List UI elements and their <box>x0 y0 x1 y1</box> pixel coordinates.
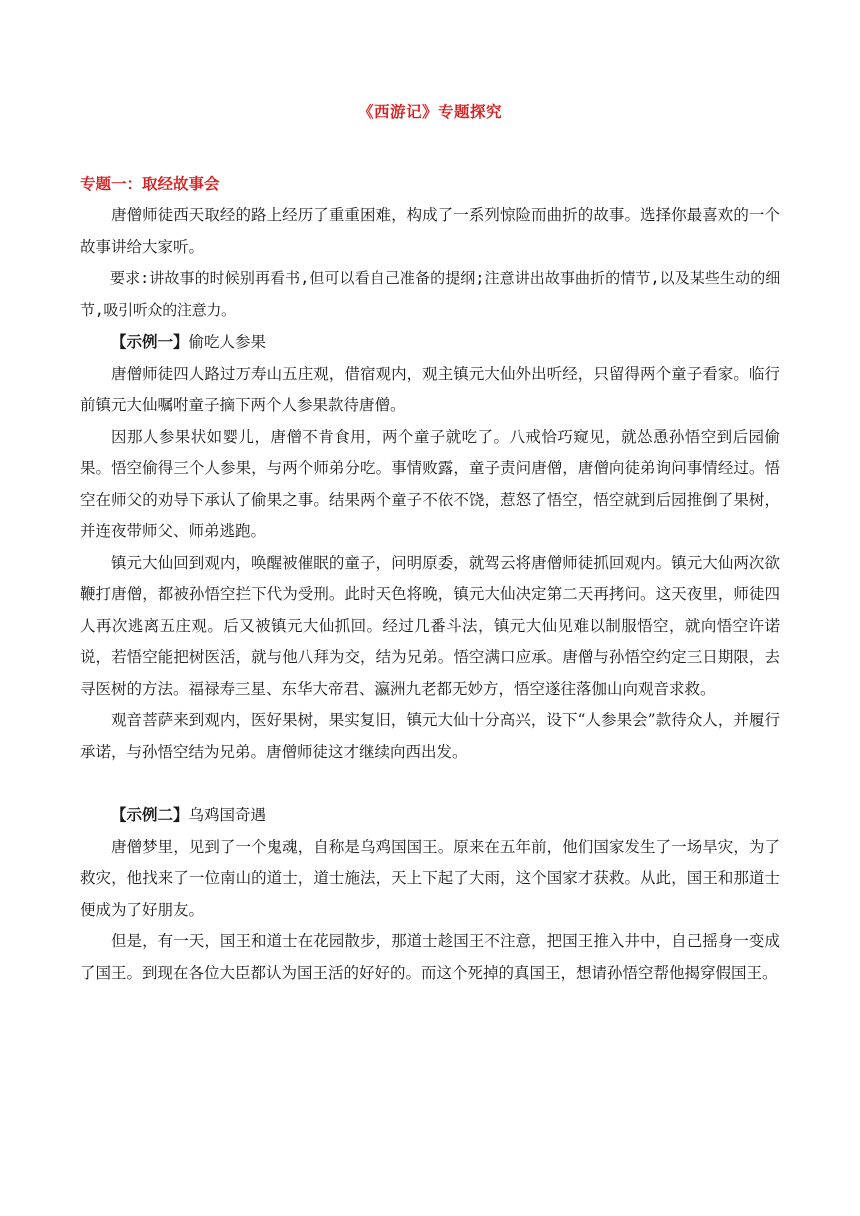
example-1-paragraph: 唐僧师徒四人路过万寿山五庄观，借宿观内，观主镇元大仙外出听经，只留得两个童子看家。临行前镇元大仙嘱咐童子摘下两个人参果款待唐僧。 <box>80 364 780 414</box>
example-1-paragraph: 观音菩萨来到观内，医好果树，果实复旧，镇元大仙十分高兴，设下“人参果会”款待众人，并履行承诺，与孙悟空结为兄弟。唐僧师徒这才继续向西出发。 <box>80 711 780 761</box>
requirement-paragraph: 要求:讲故事的时候别再看书,但可以看自己准备的提纲;注意讲出故事曲折的情节,以及某些生动的细节,吸引听众的注意力。 <box>80 269 780 319</box>
topic-body <box>80 200 780 989</box>
example-1-paragraph: 镇元大仙回到观内，唤醒被催眠的童子，问明原委，就驾云将唐僧师徒抓回观内。镇元大仙两次欲鞭打唐僧，都被孙悟空拦下代为受刑。此时天色将晚，镇元大仙决定第二天再拷问。这天夜里，师徒四人再次逃离五庄观。后又被镇元大仙抓回。经过几番斗法，镇元大仙见难以制服悟空，就向悟空许诺说，若悟空能把树医活，就与他八拜为交，结为兄弟。悟空满口应承。唐僧与孙悟空约定三日期限，去寻医树的方法。福禄寿三星、东华大帝君、瀛洲九老都无妙方，悟空遂往落伽山向观音求救。 <box>80 553 780 698</box>
example-2-paragraph: 唐僧梦里，见到了一个鬼魂，自称是乌鸡国国王。原来在五年前，他们国家发生了一场旱灾，为了救灾，他找来了一位南山的道士，道士施法，天上下起了大雨，这个国家才获救。从此，国王和那道士便成为了好朋友。 <box>80 837 780 919</box>
example-2-paragraph: 但是，有一天，国王和道士在花园散步，那道士趁国王不注意，把国王推入井中，自己摇身一变成了国王。到现在各位大臣都认为国王活的好好的。而这个死掉的真国王，想请孙悟空帮他揭穿假国王。 <box>80 932 780 982</box>
example-1-heading <box>80 326 780 359</box>
example-2-title: 乌鸡国奇遇 <box>188 806 267 824</box>
page-content <box>80 0 780 1216</box>
paragraph-spacer <box>80 768 780 799</box>
example-1-paragraph: 因那人参果状如婴儿，唐僧不肯食用，两个童子就吃了。八戒恰巧窥见，就怂恿孙悟空到后园偷果。悟空偷得三个人参果，与两个师弟分吃。事情败露，童子责问唐僧，唐僧向徒弟询问事情经过。悟空在师父的劝导下承认了偷果之事。结果两个童子不依不饶，惹怒了悟空，悟空就到后园推倒了果树，并连夜带师父、师弟逃跑。 <box>80 427 780 540</box>
page-title: 《西游记》专题探究 <box>357 102 502 121</box>
topic-heading: 专题一：取经故事会 <box>80 174 220 193</box>
example-1-title: 偷吃人参果 <box>188 333 267 351</box>
intro-paragraph: 唐僧师徒西天取经的路上经历了重重困难，构成了一系列惊险而曲折的故事。选择你最喜欢的一个故事讲给大家听。 <box>80 206 780 256</box>
example-1-label: 【示例一】 <box>111 332 189 351</box>
example-2-label: 【示例二】 <box>111 805 189 824</box>
example-2-heading <box>80 799 780 832</box>
